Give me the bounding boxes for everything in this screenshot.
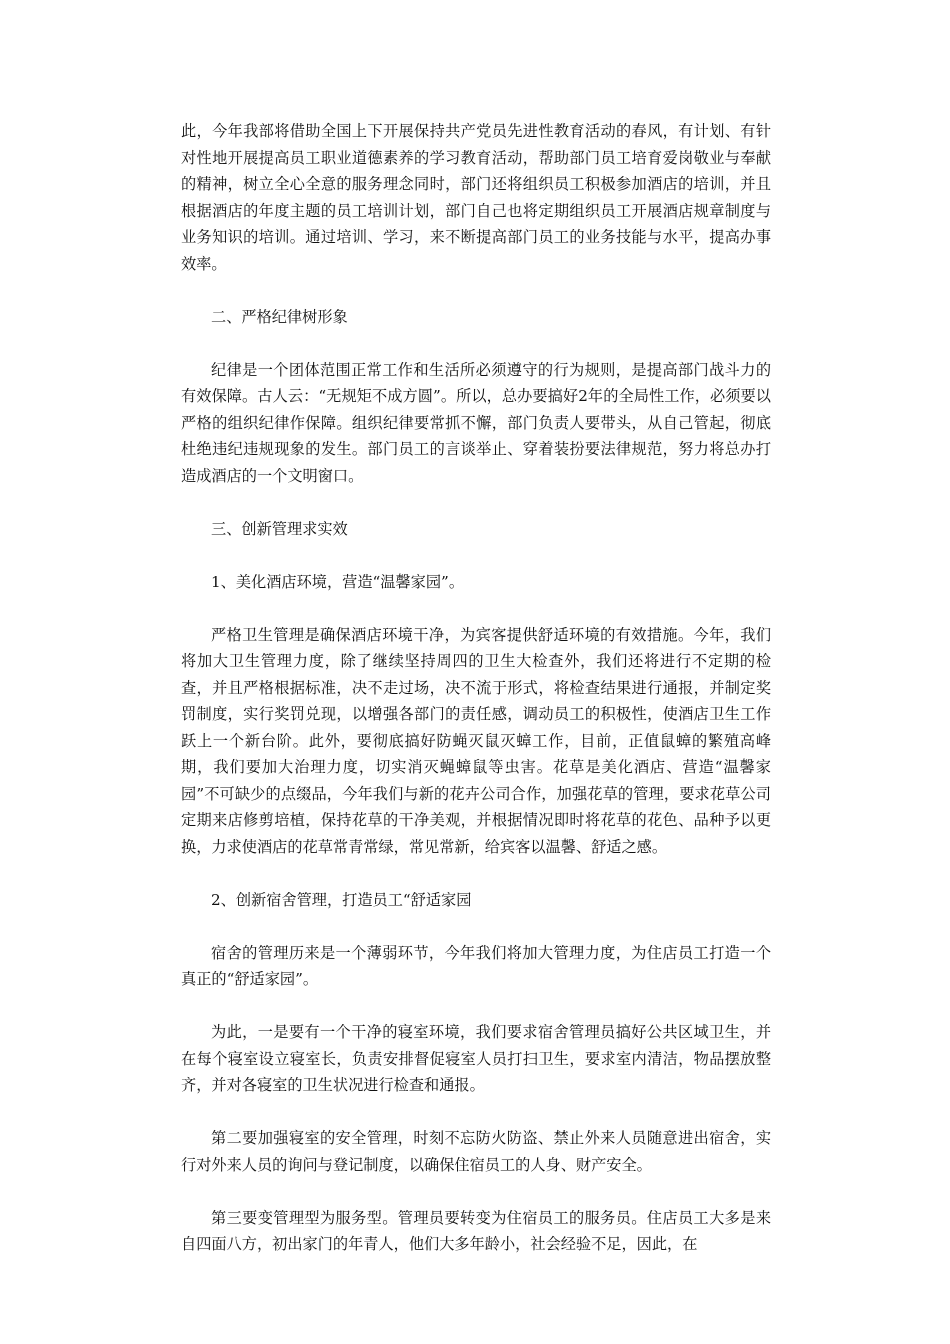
paragraph-dormitory-clean: 为此，一是要有一个干净的寝室环境，我们要求宿舍管理员搞好公共区域卫生，并在每个寝室设立寝室长，负责安排督促寝室人员打扫卫生，要求室内清洁，物品摆放整齐，并对各寝室的卫生状况进行检查和通报。 bbox=[181, 1023, 771, 1094]
heading-discipline: 二、严格纪律树形象 bbox=[211, 307, 348, 326]
document-page bbox=[181, 118, 771, 1284]
subheading-dormitory: 2、创新宿舍管理，打造员工“舒适家园 bbox=[211, 890, 472, 909]
paragraph-dormitory-intro: 宿舍的管理历来是一个薄弱环节，今年我们将加大管理力度，为住店员工打造一个真正的“舒适家园”。 bbox=[181, 943, 771, 988]
paragraph-discipline: 纪律是一个团体范围正常工作和生活所必须遵守的行为规则，是提高部门战斗力的有效保障。古人云：“无规矩不成方圆”。所以，总办要搞好2年的全局性工作，必须要以严格的组织纪律作保障。组织纪律要常抓不懈，部门负责人要带头，从自己管起，彻底杜绝违纪违规现象的发生。部门员工的言谈举止、穿着装扮要法律规范，努力将总办打造成酒店的一个文明窗口。 bbox=[181, 360, 771, 485]
paragraph-hygiene: 严格卫生管理是确保酒店环境干净，为宾客提供舒适环境的有效措施。今年，我们将加大卫生管理力度，除了继续坚持周四的卫生大检查外，我们还将进行不定期的检查，并且严格根据标准，决不走过场，决不流于形式，将检查结果进行通报，并制定奖罚制度，实行奖罚兑现，以增强各部门的责任感，调动员工的积极性，使酒店卫生工作跃上一个新台阶。此外，要彻底搞好防蝇灭鼠灭蟑工作，目前，正值鼠蟑的繁殖高峰期，我们要加大治理力度，切实消灭蝇蟑鼠等虫害。花草是美化酒店、营造“温馨家园”不可缺少的点缀品，今年我们与新的花卉公司合作，加强花草的管理，要求花草公司定期来店修剪培植，保持花草的干净美观，并根据情况即时将花草的花色、品种予以更换，力求使酒店的花草常青常绿，常见常新，给宾客以温馨、舒适之感。 bbox=[181, 625, 771, 856]
heading-innovation: 三、创新管理求实效 bbox=[211, 519, 348, 538]
paragraph-training: 此，今年我部将借助全国上下开展保持共产党员先进性教育活动的春风，有计划、有针对性地开展提高员工职业道德素养的学习教育活动，帮助部门员工培育爱岗敬业与奉献的精神，树立全心全意的服务理念同时，部门还将组织员工积极参加酒店的培训，并且根据酒店的年度主题的员工培训计划，部门自己也将定期组织员工开展酒店规章制度与业务知识的培训。通过培训、学习，来不断提高部门员工的业务技能与水平，提高办事效率。 bbox=[181, 122, 771, 273]
paragraph-dormitory-safety: 第二要加强寝室的安全管理，时刻不忘防火防盗、禁止外来人员随意进出宿舍，实行对外来人员的询问与登记制度，以确保住宿员工的人身、财产安全。 bbox=[181, 1129, 771, 1174]
paragraph-dormitory-service: 第三要变管理型为服务型。管理员要转变为住宿员工的服务员。住店员工大多是来自四面八方，初出家门的年青人，他们大多年龄小，社会经验不足，因此，在 bbox=[181, 1208, 771, 1253]
subheading-environment: 1、美化酒店环境，营造“温馨家园”。 bbox=[211, 572, 465, 591]
